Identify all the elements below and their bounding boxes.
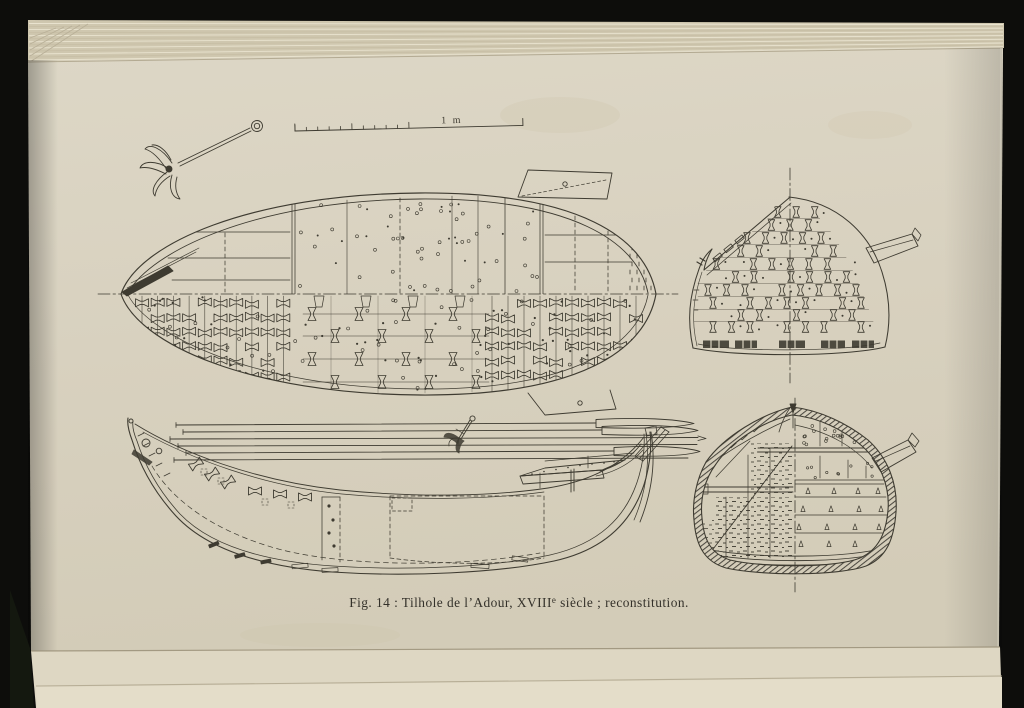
treenail-dot	[816, 221, 818, 223]
treenail-dot	[721, 303, 723, 305]
treenail-dot	[823, 212, 825, 214]
treenail-dot	[532, 211, 534, 213]
treenail-dot	[768, 316, 770, 318]
caption-suffix: siècle ; reconstitution.	[556, 595, 689, 610]
treenail-dot	[851, 300, 853, 302]
paper-stain	[240, 623, 400, 647]
treenail-dot	[338, 327, 340, 329]
treenail-dot	[456, 242, 458, 244]
scale-bar-label: 1 m	[441, 114, 463, 127]
treenail-dot	[201, 296, 203, 298]
treenail-dot	[603, 332, 605, 334]
treenail-dot	[799, 276, 801, 278]
treenail-dot	[804, 248, 806, 250]
treenail-dot	[846, 292, 848, 294]
treenail-dot	[464, 260, 466, 262]
treenail-dot	[172, 302, 174, 304]
treenail-dot	[809, 288, 811, 290]
treenail-dot	[335, 262, 337, 264]
treenail-dot	[183, 337, 185, 339]
treenail-dot	[740, 304, 742, 306]
treenail-dot	[493, 310, 495, 312]
treenail-dot	[364, 341, 366, 343]
treenail-dot	[842, 315, 844, 317]
treenail-dot	[479, 344, 481, 346]
treenail-dot	[356, 343, 358, 345]
treenail-dot	[855, 273, 857, 275]
treenail-dot	[561, 301, 563, 303]
treenail-dot	[382, 322, 384, 324]
figure-caption	[349, 595, 689, 610]
treenail-dot	[387, 226, 389, 228]
treenail-dot	[725, 277, 727, 279]
treenail-dot	[365, 235, 367, 237]
treenail-dot	[586, 354, 588, 356]
keel-block	[852, 341, 874, 349]
treenail-dot	[829, 238, 831, 240]
keel-block	[735, 341, 757, 349]
treenail-dot	[552, 340, 554, 342]
treenail-dot	[174, 344, 176, 346]
treenail-dot	[805, 311, 807, 313]
treenail-dot	[811, 238, 813, 240]
treenail-dot	[321, 335, 323, 337]
treenail-dot	[229, 364, 231, 366]
treenail-dot	[569, 350, 571, 352]
treenail-dot	[159, 300, 161, 302]
treenail-dot	[424, 388, 426, 390]
keel-block	[821, 341, 845, 349]
caption-superscript: e	[551, 595, 557, 605]
treenail-dot	[780, 263, 782, 265]
treenail-dot	[154, 304, 156, 306]
treenail-dot	[779, 222, 781, 224]
treenail-dot	[384, 359, 386, 361]
treenail-dot	[484, 261, 486, 263]
treenail-dot	[366, 208, 368, 210]
treenail-dot	[534, 317, 536, 319]
treenail-dot	[480, 376, 482, 378]
treenail-dot	[753, 288, 755, 290]
treenail-dot	[743, 261, 745, 263]
keel-block	[779, 341, 805, 349]
treenail-dot	[341, 240, 343, 242]
treenail-dot	[441, 206, 443, 208]
treenail-dot	[854, 261, 856, 263]
treenail-dot	[795, 301, 797, 303]
caption-prefix: Fig. 14 : Tilhole de l’Adour, XVIII	[349, 595, 552, 610]
treenail-dot	[376, 339, 378, 341]
treenail-dot	[762, 277, 764, 279]
treenail-dot	[567, 339, 569, 341]
paper-stain	[500, 97, 620, 133]
treenail-dot	[305, 324, 307, 326]
treenail-dot	[606, 354, 608, 356]
treenail-dot	[546, 362, 548, 364]
treenail-dot	[458, 203, 460, 205]
treenail-dot	[716, 287, 718, 289]
treenail-dot	[420, 359, 422, 361]
treenail-dot	[434, 323, 436, 325]
treenail-dot	[435, 375, 437, 377]
treenail-dot	[448, 238, 450, 240]
treenail-dot	[508, 343, 510, 345]
treenail-dot	[744, 275, 746, 277]
treenail-dot	[204, 299, 206, 301]
treenail-dot	[553, 313, 555, 315]
treenail-dot	[724, 261, 726, 263]
treenail-dot	[777, 299, 779, 301]
treenail-dot	[740, 325, 742, 327]
treenail-dot	[317, 235, 319, 237]
treenail-dot	[758, 328, 760, 330]
treenail-dot	[484, 335, 486, 337]
treenail-dot	[629, 305, 631, 307]
treenail-dot	[792, 238, 794, 240]
treenail-dot	[449, 211, 451, 213]
treenail-dot	[162, 298, 164, 300]
treenail-dot	[790, 291, 792, 293]
treenail-dot	[774, 237, 776, 239]
treenail-dot	[413, 289, 415, 291]
treenail-dot	[549, 328, 551, 330]
treenail-dot	[418, 357, 420, 359]
treenail-dot	[491, 380, 493, 382]
treenail-dot	[777, 324, 779, 326]
treenail-dot	[262, 370, 264, 372]
treenail-dot	[767, 249, 769, 251]
treenail-dot	[731, 315, 733, 317]
treenail-dot	[502, 233, 504, 235]
treenail-dot	[542, 339, 544, 341]
paper-stain	[828, 111, 912, 139]
treenail-dot	[454, 237, 456, 239]
treenail-dot	[814, 299, 816, 301]
keel-block	[703, 341, 729, 349]
treenail-dot	[836, 279, 838, 281]
treenail-dot	[634, 318, 636, 320]
treenail-dot	[869, 325, 871, 327]
treenail-dot	[210, 323, 212, 325]
treenail-dot	[501, 309, 503, 311]
